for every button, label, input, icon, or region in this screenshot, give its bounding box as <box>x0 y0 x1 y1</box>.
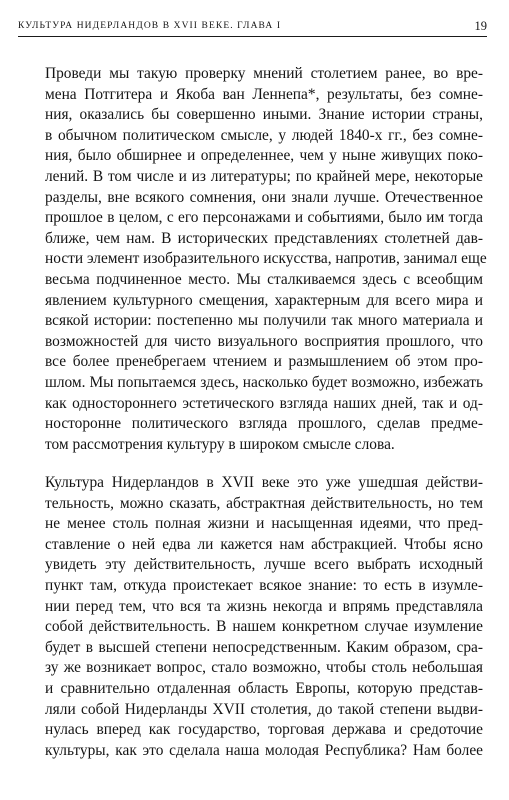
paragraph-1 <box>45 64 487 455</box>
text-line: как одностороннего эстетического взгляда наших дней, так и од- <box>45 394 483 412</box>
header-rule <box>18 36 487 37</box>
text-line: разделы, вне всякого сомнения, они знали лучше. Отечественное <box>45 188 483 206</box>
text-line: ляли собой Нидерланды XVII столетия, до такой степени выдви- <box>45 700 483 718</box>
text-line: все более пренебрегаем чтением и размышлением об этом про- <box>45 353 483 371</box>
text-line: ния, оказались бы совершенно иными. Знание истории страны, <box>45 106 483 124</box>
text-line: прошлое в целом, с его персонажами и событиями, было им тогда <box>45 209 483 227</box>
text-line: Проведи мы такую проверку мнений столетием ранее, во вре- <box>45 65 483 82</box>
text-line: Культура Нидерландов в XVII веке это уже ушедшая действи- <box>45 474 483 491</box>
running-head <box>18 19 487 35</box>
text-line: явлением культурного смещения, характерным для всего мира и <box>45 291 483 309</box>
text-line: лений. В том числе и из литературы; по крайней мере, некоторые <box>45 167 483 185</box>
text-line: в обычном политическом смысле, у людей 1840-х гг., без сомне- <box>45 126 483 144</box>
text-line: весьма подчиненное место. Мы сталкиваемся здесь с всеобщим <box>45 270 483 288</box>
running-title: КУЛЬТУРА НИДЕРЛАНДОВ В XVII ВЕКЕ. ГЛАВА I <box>18 21 282 31</box>
paragraph-2 <box>45 473 483 761</box>
text-line: ставление о ней едва ли кажется нам абстракцией. Чтобы ясно <box>45 535 483 553</box>
text-line: будет в высшей степени непосредственным. Каким образом, сра- <box>45 638 483 656</box>
text-line: собой действительность. В нашем конкретном случае изумление <box>45 618 483 636</box>
text-line: нулась вперед как государство, торговая держава и средоточие <box>45 721 483 739</box>
text-line: нии перед тем, что вся та жизнь некогда и впрямь представляла <box>45 597 483 615</box>
text-line: ности элемент изобразительного искусства, напротив, занимал еще <box>45 250 487 268</box>
text-line: ния, было обширнее и определеннее, чем у ныне живущих поко- <box>45 147 483 165</box>
text-line: культуры, как это сделала наша молодая Республика? Нам более <box>45 741 483 759</box>
text-line: шлом. Мы попытаемся здесь, насколько будет возможно, избежать <box>45 373 483 391</box>
text-line: всякой истории: постепенно мы получили так много материала и <box>45 312 483 330</box>
text-line: мена Потгитера и Якоба ван Леннепа*, результаты, без сомне- <box>45 85 483 103</box>
page-number: 19 <box>474 19 487 33</box>
text-line: пункт там, откуда проистекает всякое знание: то есть в изумле- <box>45 576 483 594</box>
text-line: зу же возникает вопрос, стало возможно, чтобы столь небольшая <box>45 659 483 677</box>
text-line: увидеть эту действительность, лучше всего выбрать исходный <box>45 556 483 574</box>
text-line: том рассмотрения культуру в широком смысле слова. <box>45 435 395 453</box>
text-line: носторонне политического взгляда прошлого, сделав предме- <box>45 415 483 433</box>
text-line: не менее столь полная жизни и насыщенная идеями, что пред- <box>45 515 483 533</box>
text-line: возможностей для чисто визуального восприятия прошлого, что <box>45 332 483 350</box>
text-line: тельность, можно сказать, абстрактная действительность, но тем <box>45 494 483 512</box>
text-line: ближе, чем нам. В исторических представлениях столетней дав- <box>45 229 483 247</box>
text-line: и сравнительно отдаленная область Европы, которую представ- <box>45 679 483 697</box>
